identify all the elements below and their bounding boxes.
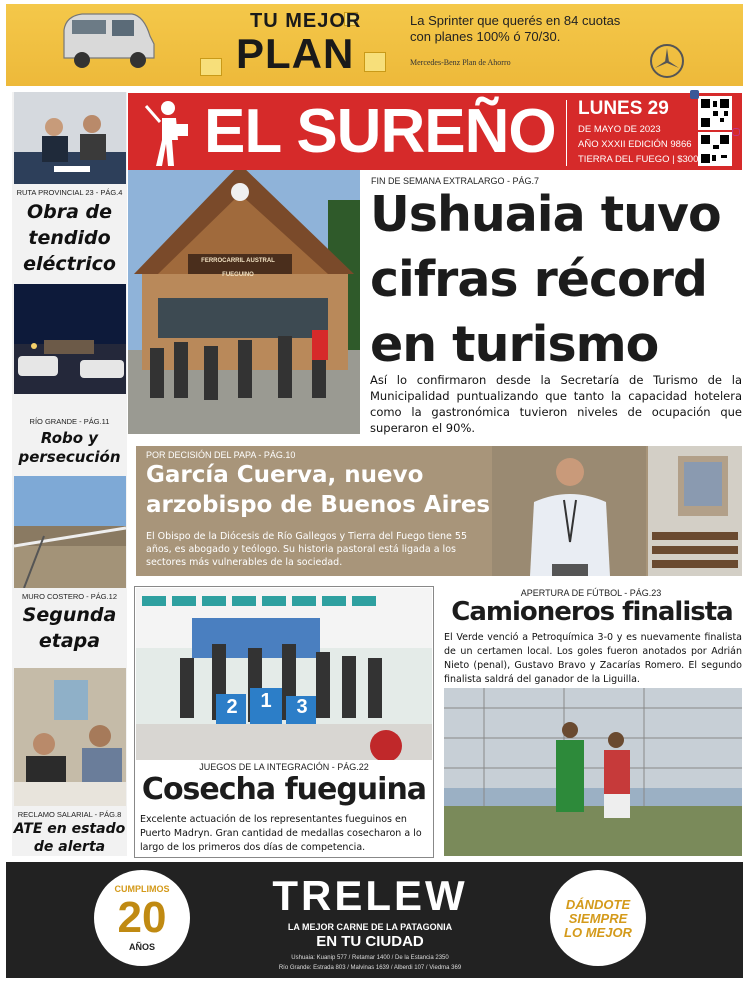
masthead-day: LUNES 29 (578, 98, 669, 119)
slogan-1: DÁNDOTE (565, 897, 631, 912)
masthead-date: DE MAYO DE 2023 (578, 124, 661, 135)
sidebar-headline-3b[interactable]: etapa (38, 630, 101, 652)
lead-headline-3[interactable]: en turismo (370, 316, 659, 373)
trelew-address-1: Ushuaia: Kuanip 577 / Retamar 1400 / De la Estancia 2350 (291, 955, 449, 961)
ad-kicker: TU MEJOR (250, 10, 362, 32)
games-photo[interactable] (136, 588, 432, 760)
ad-headline: PLAN (236, 30, 355, 77)
games-body: Excelente actuación de los representantes fueguinos en Puerto Madryn. Gran cantidad de medallas cosecharon a lo largo de los primeros dos días de competencia. (140, 814, 422, 853)
games-headline[interactable]: Cosecha fueguina (141, 772, 427, 807)
podium-2: 2 (226, 696, 238, 718)
second-body: El Obispo de la Diócesis de Río Gallegos y Tierra del Fuego tiene 55 años, es abogado y teólogo. Su historia pastoral está ligada a los sectores más vulnerables de la sociedad. (146, 531, 467, 568)
mercedes-star-icon (650, 44, 684, 78)
sidebar-headline-1a[interactable]: Obra de (26, 201, 113, 223)
trelew-tagline-2: EN TU CIUDAD (316, 933, 424, 950)
cube-graphic (200, 58, 222, 76)
sidebar-headline-3a[interactable]: Segunda (22, 604, 117, 626)
sidebar-kicker-4: RECLAMO SALARIAL - PÁG.8 (17, 810, 122, 819)
sidebar-kicker-2: RÍO GRANDE - PÁG.11 (29, 417, 110, 426)
lead-headline-1[interactable]: Ushuaia tuvo (370, 186, 721, 243)
lead-body: Así lo confirmaron desde la Secretaría de Turismo de la Municipalidad puntualizando que tanto la capacidad hotelera como la gastronómica tuvieron niveles de ocupación que superaron el 90%. (370, 373, 742, 435)
sidebar-kicker-1: RUTA PROVINCIAL 23 - PÁG.4 (16, 188, 123, 197)
instagram-icon[interactable] (732, 128, 740, 136)
ad-line-1: La Sprinter que querés en 84 cuotas (410, 13, 621, 28)
ad-brand: Mercedes-Benz Plan de Ahorro (410, 58, 511, 67)
sidebar-headline-1b[interactable]: tendido (28, 227, 111, 249)
second-headline-2[interactable]: arzobispo de Buenos Aires (146, 492, 491, 518)
lead-photo[interactable] (128, 170, 360, 434)
sidebar-headline-2b[interactable]: persecución (18, 448, 121, 466)
sidebar-headline-2a[interactable]: Robo y (40, 429, 99, 447)
sidebar-photo-1[interactable] (14, 92, 126, 184)
sidebar-headline-4b[interactable]: de alerta (33, 839, 106, 855)
masthead-logo[interactable]: EL SUREÑO (204, 97, 556, 166)
sidebar-headline-1c[interactable]: eléctrico (23, 253, 116, 275)
badge-number: 20 (117, 893, 167, 942)
sport-body: El Verde venció a Petroquímica 3-0 y es nuevamente finalista de un certamen local. Los goles fueron anotados por Adrián Nieto (penal), Gustavo Bravo y Zacarías Romero. El segundo finalista saldrá del ganador de la Liguilla. (444, 632, 742, 685)
logo-figure-icon (138, 96, 194, 170)
cube-graphic (364, 52, 386, 72)
trelew-tagline: LA MEJOR CARNE DE LA PATAGONIA (287, 922, 453, 932)
qr-code-instagram[interactable] (698, 132, 732, 166)
qr-code-facebook[interactable] (698, 96, 732, 130)
slogan-2: SIEMPRE (568, 911, 628, 926)
trelew-address-2: Río Grande: Estrada 803 / Malvinas 1639 / Alberdi 107 / Viedma 369 (278, 965, 462, 971)
badge-top: CUMPLIMOS (114, 884, 170, 894)
sport-kicker: APERTURA DE FÚTBOL - PÁG.23 (520, 588, 662, 598)
bishop-photo[interactable] (492, 446, 646, 576)
sidebar-kicker-3: MURO COSTERO - PÁG.12 (21, 592, 117, 601)
lead-headline-2[interactable]: cifras récord (370, 251, 707, 308)
sport-headline[interactable]: Camioneros finalista (451, 597, 733, 627)
church-photo[interactable] (648, 446, 742, 576)
games-kicker: JUEGOS DE LA INTEGRACIÓN - PÁG.22 (199, 762, 369, 772)
masthead-place: TIERRA DEL FUEGO | $300 (578, 154, 699, 165)
sidebar-headline-4a[interactable]: ATE en estado (13, 821, 126, 837)
football-photo[interactable] (444, 688, 742, 856)
trelew-brand: TRELEW (272, 872, 468, 919)
masthead-divider (566, 100, 567, 166)
lead-kicker: FIN DE SEMANA EXTRALARGO - PÁG.7 (371, 176, 540, 186)
second-kicker: POR DECISIÓN DEL PAPA - PÁG.10 (146, 450, 296, 460)
second-headline-1[interactable]: García Cuerva, nuevo (146, 462, 424, 488)
podium-3: 3 (296, 696, 308, 718)
badge-bottom: AÑOS (128, 942, 155, 952)
facebook-icon[interactable] (690, 90, 699, 99)
podium-1: 1 (260, 690, 272, 712)
sidebar-photo-4[interactable] (14, 668, 126, 806)
van-image (58, 8, 158, 74)
slogan-3: LO MEJOR (564, 925, 632, 940)
sidebar-photo-3[interactable] (14, 476, 126, 588)
masthead-edition: AÑO XXXII EDICIÓN 9866 (578, 139, 692, 150)
ad-line-2: con planes 100% ó 70/30. (410, 29, 561, 44)
lead-photo-sign: FERROCARRIL AUSTRAL FUEGUINO (201, 258, 275, 278)
sidebar-photo-2[interactable] (14, 284, 126, 394)
